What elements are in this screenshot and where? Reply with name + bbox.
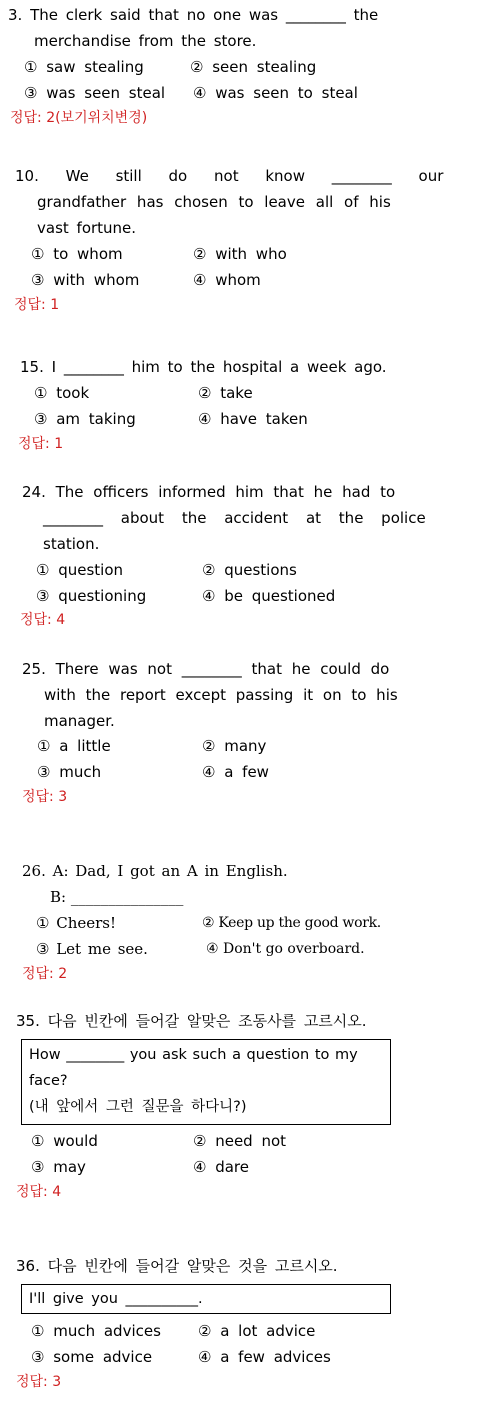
option-2[interactable]: ② Keep up the good work. bbox=[202, 915, 381, 931]
option-3[interactable]: ③ Let me see. bbox=[36, 940, 148, 958]
option-2[interactable]: ② take bbox=[198, 384, 253, 402]
option-3[interactable]: ③ some advice bbox=[31, 1348, 153, 1366]
question-stem-line bbox=[8, 4, 388, 26]
option-3[interactable]: ③ may bbox=[31, 1158, 86, 1176]
answer-label: 정답: 4 bbox=[16, 1184, 62, 1200]
answer-label: 정답: 3 bbox=[16, 1374, 62, 1390]
option-4[interactable]: ④ dare bbox=[193, 1158, 249, 1176]
option-1[interactable]: ① to whom bbox=[31, 245, 123, 263]
option-4[interactable]: ④ a few bbox=[202, 763, 269, 781]
question-stem-line: with the report except passing it on to his bbox=[44, 686, 398, 704]
option-4[interactable]: ④ Don't go overboard. bbox=[206, 941, 365, 957]
option-3[interactable]: ③ with whom bbox=[31, 271, 140, 289]
question-stem-line: station. bbox=[43, 535, 100, 553]
option-1[interactable]: ① a little bbox=[37, 737, 111, 755]
example-box bbox=[21, 1039, 391, 1125]
example-line: I'll give you __________. bbox=[29, 1291, 203, 1307]
question-stem-line: 35. 다음 빈칸에 들어갈 알맞은 조동사를 고르시오. bbox=[16, 1012, 367, 1030]
option-1[interactable]: ① question bbox=[36, 561, 124, 579]
option-3[interactable]: ③ am taking bbox=[34, 410, 136, 428]
option-1[interactable]: ① would bbox=[31, 1132, 98, 1150]
question-stem-line: 24. The officers informed him that he had to bbox=[22, 483, 396, 501]
option-2[interactable]: ② with who bbox=[193, 245, 287, 263]
example-line: How ________ you ask such a question to my bbox=[29, 1047, 358, 1063]
question-stem-line: 36. 다음 빈칸에 들어갈 알맞은 것을 고르시오. bbox=[16, 1257, 338, 1275]
question-stem-line: 10. We still do not know ________ our bbox=[15, 167, 444, 185]
question-stem-line: B: _______________ bbox=[50, 888, 184, 906]
option-4[interactable]: ④ whom bbox=[193, 271, 261, 289]
option-4[interactable]: ④ have taken bbox=[198, 410, 308, 428]
option-3[interactable]: ③ questioning bbox=[36, 587, 147, 605]
answer-label: 정답: 2 bbox=[22, 966, 68, 982]
option-1[interactable]: ① much advices bbox=[31, 1322, 161, 1340]
question-stem-line: 25. There was not ________ that he could do bbox=[22, 660, 390, 678]
question-stem-line: 15. I ________ him to the hospital a week ago. bbox=[20, 358, 387, 376]
answer-label: 정답: 1 bbox=[18, 436, 64, 452]
option-2[interactable]: ② questions bbox=[202, 561, 297, 579]
example-line: face? bbox=[29, 1073, 68, 1089]
question-stem-line: grandfather has chosen to leave all of his bbox=[37, 193, 391, 211]
option-2[interactable]: ② many bbox=[202, 737, 267, 755]
option-4[interactable]: ④ a few advices bbox=[198, 1348, 331, 1366]
question-stem-line: ________ about the accident at the police bbox=[43, 509, 426, 527]
question-stem-text: 3. The clerk said that no one was ________ the bbox=[8, 6, 379, 24]
example-box bbox=[21, 1284, 391, 1314]
answer-label: 정답: 1 bbox=[14, 297, 60, 313]
answer-label: 정답: 2(보기위치변경) bbox=[10, 110, 148, 126]
option-1[interactable]: ① Cheers! bbox=[36, 914, 117, 932]
question-stem-line: 26. A: Dad, I got an A in English. bbox=[22, 862, 288, 880]
answer-label: 정답: 3 bbox=[22, 789, 68, 805]
question-stem-line: vast fortune. bbox=[37, 219, 137, 237]
option-4[interactable]: ④ was seen to steal bbox=[193, 84, 358, 102]
example-line: (내 앞에서 그런 질문을 하다니?) bbox=[29, 1099, 247, 1115]
option-3[interactable]: ③ was seen steal bbox=[24, 84, 166, 102]
option-3[interactable]: ③ much bbox=[37, 763, 102, 781]
option-2[interactable]: ② a lot advice bbox=[198, 1322, 316, 1340]
option-1[interactable]: ① took bbox=[34, 384, 90, 402]
option-2[interactable]: ② seen stealing bbox=[190, 58, 317, 76]
option-2[interactable]: ② need not bbox=[193, 1132, 287, 1150]
option-4[interactable]: ④ be questioned bbox=[202, 587, 336, 605]
option-1[interactable]: ① saw stealing bbox=[24, 58, 144, 76]
question-stem-line: manager. bbox=[44, 712, 115, 730]
question-stem-line: merchandise from the store. bbox=[34, 32, 257, 50]
answer-label: 정답: 4 bbox=[20, 612, 66, 628]
